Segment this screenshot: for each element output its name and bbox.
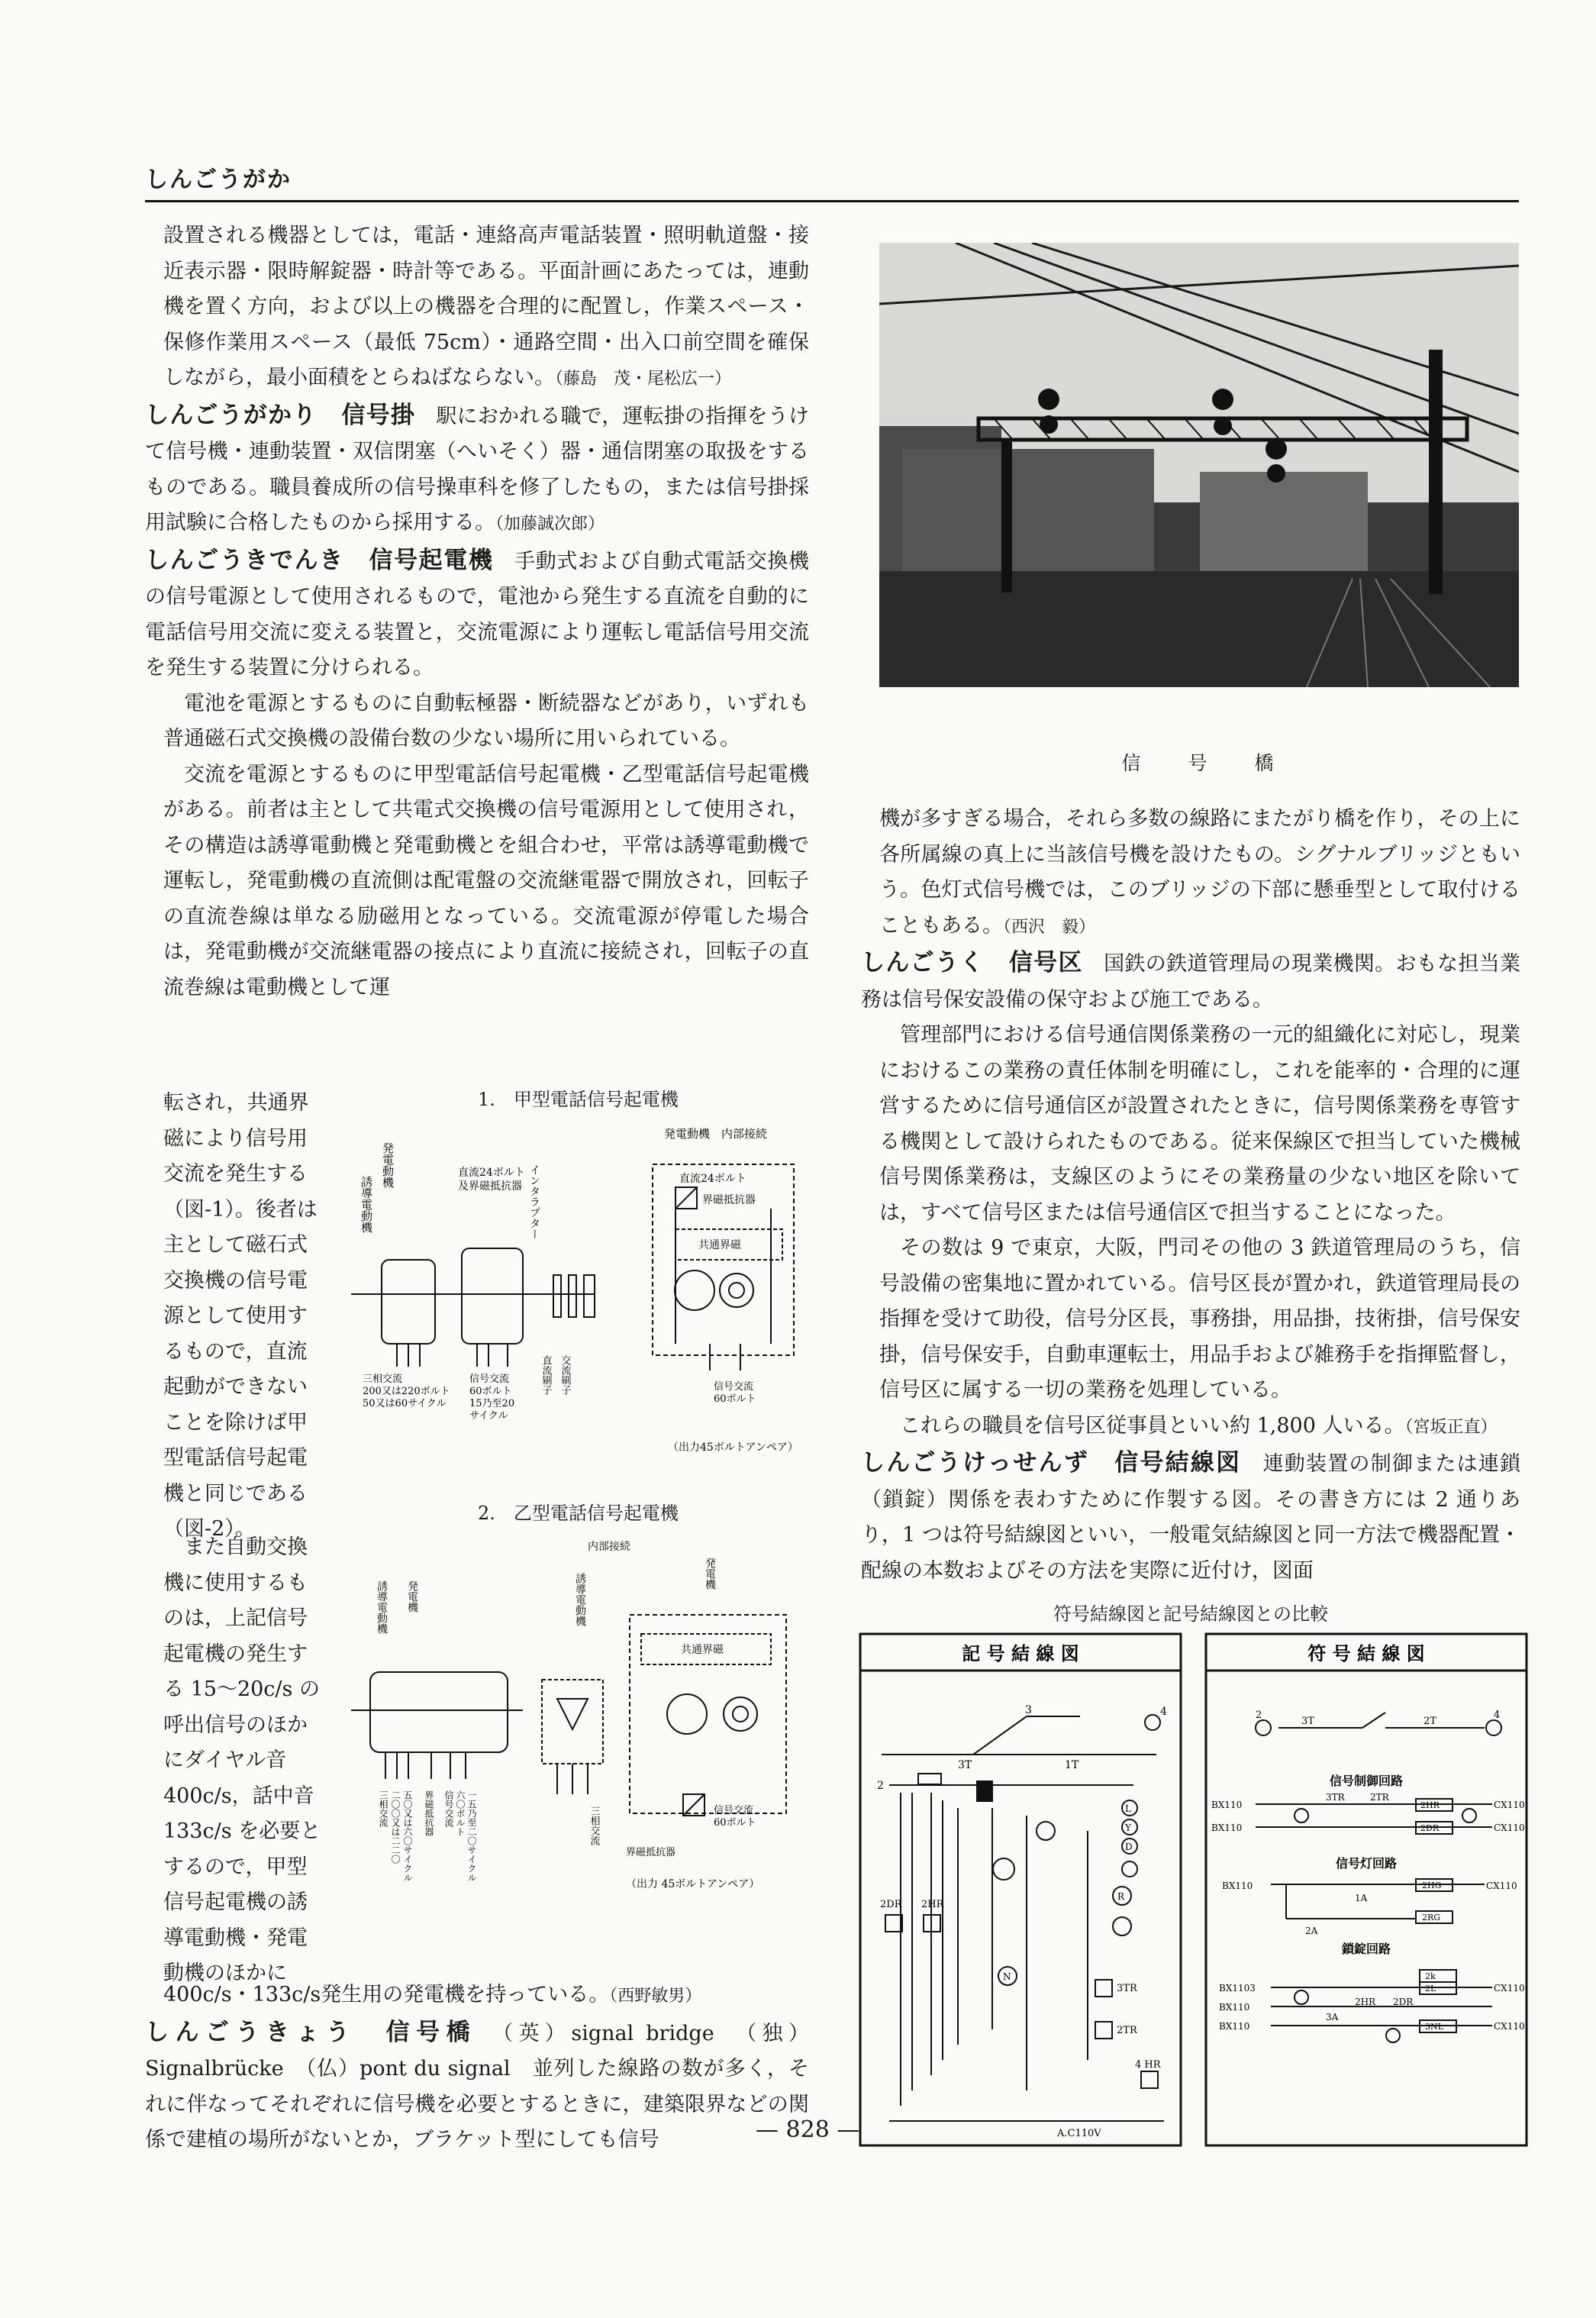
entry-body: 手動式および自動式電話交換機の信号電源として使用されるもので，電池から発生する直流を自動的に電話信号用交流に変える装置と，交流電源により運転し電話信号用交流を発生する装置に分けられる。 [145, 549, 810, 680]
photo-caption: 信 号 橋 [1121, 752, 1277, 774]
label-bx110-b: BX110 [1211, 1822, 1243, 1833]
author-credit: （西沢 毅） [1003, 917, 1096, 937]
entry-headword: しんごうきょう 信号橋 [145, 2018, 477, 2046]
entry-shingoukessenzu [861, 1445, 1520, 1589]
entry-headword: しんごうく 信号区 [861, 949, 1083, 977]
label-three-phase: 三相交流 [363, 1374, 403, 1385]
label-3nl: 3NL [1425, 2022, 1443, 2032]
wrapped-text-2 [163, 1530, 339, 1992]
label-m3tr: 3TR [1117, 1983, 1137, 1994]
entry-body: （英）signal bridge （独）Signalbrücke （仏）pont du signal 並列した線路の数が多く，それに伴なってそれぞれに信号機を必要とするときに，建築限界などの関係で建植の場所がないとか，ブラケット型にしても信号 [145, 2021, 810, 2152]
label-m2dr: 2DR [880, 1899, 902, 1910]
label-r3t: 3T [1301, 1716, 1314, 1727]
label-cD: D [1125, 1842, 1133, 1852]
label-output: （出力 45ボルトアンペア） [626, 1878, 760, 1890]
label-sig-ac: 信号交流 [443, 1790, 454, 1827]
left-column-text [145, 218, 810, 1006]
label-sig-ac-f: 15乃至20 [469, 1398, 515, 1409]
label-common: 共通界磁 [681, 1644, 724, 1656]
label-ac-brush: 交流刷子 [559, 1355, 571, 1395]
text-line: 133c/s を必要と [163, 1819, 321, 1843]
label-gen: 発電機 [406, 1580, 418, 1613]
author-credit: （加藤誠次郎） [495, 515, 605, 534]
text-line: （図-1）。後者は [163, 1197, 318, 1222]
label-sig-ac-f: 一五乃至二〇サイクル [466, 1790, 477, 1882]
label-cN: N [1003, 1971, 1011, 1982]
section-signal-light: 信号灯回路 [1335, 1856, 1398, 1871]
label-cx110-a: CX110 [1494, 1800, 1525, 1810]
paragraph [163, 1977, 809, 2015]
label-field-res: 界磁抵抗器 [424, 1790, 434, 1836]
text-line: するので，甲型 [163, 1855, 308, 1879]
label-gen2: 発電機 [704, 1558, 716, 1590]
label-inner: 発電動機 内部接続 [664, 1127, 768, 1141]
label-common: 共通界磁 [698, 1239, 741, 1251]
text-line: 機に使用するも [163, 1571, 308, 1595]
label-cL: L [1125, 1803, 1131, 1814]
text-line: 起動ができない [163, 1375, 308, 1399]
label-cY: Y [1125, 1822, 1131, 1833]
label-bx110-e: BX110 [1219, 2021, 1250, 2032]
label-three-phase-v: 二〇〇又は二二〇 [390, 1790, 401, 1864]
right-panel-title: 符 号 結 線 図 [1307, 1642, 1425, 1664]
entry-body: 連動装置の制御または連鎖（鎖錠）関係を表わすために作製する図。その書き方には 2 通りあり，1 つは符号結線図といい，一般電気結線図と同一方法で機器配置・配線の本数およびその方法を実際に近付け，図面 [861, 1452, 1521, 1583]
text-line: のは，上記信号 [163, 1606, 308, 1630]
text-line: 転され，共通界 [163, 1091, 309, 1115]
label-cR: R [1117, 1891, 1125, 1902]
label-2k: 2k [1425, 1971, 1436, 1981]
page-number: — 828 — [756, 2116, 860, 2143]
label-induct2: 誘導電動機 [574, 1573, 586, 1626]
label-cx110-d: CX110 [1494, 1983, 1525, 1994]
entry-body: 国鉄の鉄道管理局の現業機関。おもな担当業務は信号保安設備の保守および施工である。 [861, 952, 1521, 1012]
label-4: 4 [1160, 1706, 1167, 1718]
label-3a: 3A [1326, 2012, 1339, 2023]
label-field-res2: 界磁抵抗器 [626, 1847, 676, 1858]
paragraph-text: 設置される機器としては，電話・連絡高声電話装置・照明軌道盤・接近表示器・限時解錠器・時計等である。平面計画にあたっては，連動機を置く方向，および以上の機器を合理的に配置し，作業スペース・保修作業用スペース（最低 75cm）・通路空間・出入口前空間を確保しながら，最小面積をとらねばならない。 [163, 224, 809, 389]
label-bx110-c: BX110 [1222, 1881, 1253, 1891]
label-3: 3 [1025, 1704, 1032, 1716]
text-line: る 15～20c/s の [163, 1677, 320, 1701]
label-3t: 3T [958, 1759, 972, 1771]
entry-shingoukyou [145, 2015, 809, 2158]
label-interrupter: インタラプター [528, 1164, 540, 1239]
text-line: 導電動機・発電 [163, 1926, 308, 1950]
left-panel-frame [860, 1634, 1181, 2145]
paragraph [879, 1409, 1520, 1446]
label-bx110-d: BX110 [1219, 2002, 1250, 2013]
text-line: 呼出信号のほか [163, 1713, 308, 1737]
text-line: ことを除けば甲 [163, 1410, 308, 1435]
label-1t: 1T [1065, 1759, 1079, 1771]
section-signal-control: 信号制御回路 [1329, 1774, 1404, 1788]
label-dc24: 直流24ボルト [458, 1167, 525, 1179]
paragraph [879, 802, 1520, 945]
label-2hr: 2HR [1420, 1800, 1440, 1810]
label-m4hr: 4 HR [1135, 2059, 1161, 2071]
text-line: 400c/s，話中音 [163, 1784, 314, 1808]
label-m2tr: 2TR [1117, 2025, 1137, 2036]
text-line: にダイヤル音 [163, 1748, 287, 1772]
paragraph-text: これらの職員を信号区従事員といい約 1,800 人いる。 [900, 1413, 1405, 1438]
text-line: 型電話信号起電 [163, 1446, 308, 1470]
text-line: また自動交換 [184, 1535, 308, 1559]
running-header: しんごうがか [145, 166, 292, 193]
signal-bridge-photo [879, 243, 1519, 687]
machine-body [370, 1672, 508, 1752]
label-dc24b: 直流24ボルト [679, 1173, 746, 1185]
figure-1-title: 1. 甲型電話信号起電機 [478, 1089, 679, 1110]
text-line: 信号起電機の誘 [163, 1890, 308, 1914]
entry-headword: しんごうけっせんず 信号結線図 [861, 1449, 1242, 1477]
figure-2-diagram [351, 1535, 809, 1909]
label-field-res2: 界磁抵抗器 [702, 1194, 756, 1206]
generator-body [462, 1248, 523, 1344]
figure-1-diagram [351, 1122, 809, 1466]
label-three-phase2: 三相交流 [588, 1806, 600, 1845]
label-r2t: 2T [1424, 1716, 1436, 1727]
text-line: 源として使用す [163, 1304, 308, 1328]
text-line: （図-2）。 [163, 1517, 256, 1541]
figure-3-diagram [859, 1632, 1530, 2152]
right-column-text [861, 802, 1521, 1589]
label-2a: 2A [1305, 1926, 1318, 1936]
label-bx110-a: BX110 [1211, 1800, 1243, 1810]
left-panel-title: 記 号 結 線 図 [962, 1642, 1079, 1664]
header-rule [145, 200, 1519, 202]
text-line: 磁により信号用 [163, 1126, 308, 1151]
label-dc-brush: 直流刷子 [540, 1355, 552, 1395]
text-line: 交流を発生する [163, 1162, 308, 1186]
left-column-bottom [145, 1977, 810, 2158]
label-cx110-b: CX110 [1494, 1822, 1525, 1833]
author-credit: （西野敏男） [609, 1987, 702, 2006]
label-2dr: 2DR [1420, 1823, 1440, 1833]
label-out-ac-v: 60ボルト [714, 1817, 756, 1829]
author-credit: （藤島 茂・尾松広一） [555, 370, 732, 389]
text-line: 主として磁石式 [163, 1233, 308, 1257]
label-sig-ac: 信号交流 [469, 1374, 510, 1385]
label-2rg: 2RG [1422, 1913, 1441, 1923]
figure-2-title: 2. 乙型電話信号起電機 [478, 1503, 679, 1524]
paragraph [163, 218, 809, 398]
label-three-phase-f: 50又は60サイクル [363, 1398, 447, 1409]
right-panel-frame [1206, 1634, 1527, 2145]
label-r4: 4 [1494, 1709, 1501, 1721]
figure-3-title: 符号結線図と記号結線図との比較 [1053, 1603, 1328, 1625]
label-2hg: 2HG [1422, 1881, 1442, 1890]
label-gen: 発電動機 [381, 1142, 395, 1188]
label-2tr: 2TR [1370, 1792, 1389, 1803]
entry-shingouku [861, 945, 1520, 1018]
label-induct: 誘導電動機 [376, 1580, 388, 1634]
paragraph-text: 400c/s・133c/s発生用の発電機を持っている。 [163, 1983, 610, 2006]
label-three-phase-v: 200又は220ボルト [363, 1386, 450, 1397]
label-m2hr: 2HR [921, 1899, 944, 1910]
entry-headword: しんごうがかり 信号掛 [145, 401, 416, 429]
paragraph: 交流を電源とするものに甲型電話信号起電機・乙型電話信号起電機がある。前者は主として共電式交換機の信号電源用として使用され，その構造は誘導電動機と発電動機とを組合わせ，平常は誘導電動機で運転し，発電動機の直流側は配電盤の交流継電器で開放され，回転子の直流巻線は単なる励磁用となっている。交流電源が停電した場合は，発電動機が交流継電器の接点により直流に接続され，回転子の直流巻線は電動機として運 [163, 762, 809, 999]
label-field-res: 及界磁抵抗器 [458, 1180, 522, 1193]
label-2: 2 [877, 1780, 884, 1792]
entry-headword: しんごうきでんき 信号起電機 [145, 546, 494, 574]
label-out-ac: 信号交流 [714, 1381, 754, 1393]
text-line: るもので，直流 [163, 1339, 308, 1364]
label-sig-ac-v: 60ボルト [469, 1386, 512, 1397]
label-cx110-c: CX110 [1486, 1881, 1517, 1891]
author-credit: （宮坂正直） [1404, 1417, 1498, 1437]
label-three-phase-f: 五〇又は六〇サイクル [402, 1790, 413, 1882]
paragraph: その数は 9 で東京，大阪，門司その他の 3 鉄道管理局のうち，信号設備の密集地に置かれている。信号区長が置かれ，鉄道管理局長の指揮を受けて助役，信号分区長，事務掛，用品掛，技術掛，信号保安掛，信号保安手，自動車運転士，用品手および雑務手を指揮監督し，信号区に属する一切の業務を処理している。 [879, 1236, 1520, 1402]
label-3tr: 3TR [1326, 1792, 1345, 1803]
paragraph: 管理部門における信号通信関係業務の一元的組織化に対応し，現業におけるこの業務の責任体制を明確にし，これを能率的・合理的に運営するために信号通信区が設置されたときに，信号関係業務を専管する機関として設けられたものである。従来保線区で担当していた機械信号関係業務は，支線区のようにその業務量の少ない地区を除いては，すべて信号区または信号通信区で担当することになった。 [879, 1023, 1520, 1225]
label-2l: 2L [1425, 1984, 1436, 1994]
label-bx1103: BX1103 [1219, 1983, 1256, 1994]
text-line: 機と同じである [163, 1481, 308, 1506]
label-out-ac-v: 60ボルト [714, 1393, 756, 1405]
text-line: 動機のほかに [163, 1961, 287, 1985]
entry-body: 駅におかれる職で，運転掛の指揮をうけて信号機・連動装置・双信閉塞（へいそく）器・通信閉塞の取扱をするものである。職員養成所の信号操車科を修了したもの，または信号掛採用試験に合格したものから採用する。 [145, 404, 810, 534]
text-line: 交換機の信号電 [163, 1268, 308, 1293]
paragraph: 電池を電源とするものに自動転極器・断続器などがあり，いずれも普通磁石式交換機の設備台数の少ない場所に用いられている。 [163, 691, 809, 751]
wrapped-text-1 [163, 1086, 339, 1548]
label-ac: A.C110V [1057, 2128, 1101, 2139]
label-2dr-b: 2DR [1393, 1997, 1414, 2007]
text-line: 起電機の発生す [163, 1642, 308, 1666]
label-r2: 2 [1256, 1709, 1262, 1721]
label-sig-ac-c: サイクル [469, 1410, 508, 1422]
label-out-ac: 信号交流 [714, 1805, 754, 1816]
label-inner: 内部接続 [588, 1541, 630, 1553]
label-cx110-e: CX110 [1494, 2021, 1525, 2032]
entry-shingoukidenki [145, 543, 809, 686]
label-three-phase: 三相交流 [378, 1790, 389, 1827]
label-output: （出力45ボルトアンペア） [668, 1441, 798, 1454]
label-2hr-b: 2HR [1355, 1997, 1376, 2007]
paragraph-text: 機が多すぎる場合，それら多数の線路にまたがり橋を作り，その上に各所属線の真上に当該信号機を設けたもの。シグナルブリッジともいう。色灯式信号機では，このブリッジの下部に懸垂型として取付けることもある。 [879, 807, 1520, 938]
label-induct: 誘導電動機 [360, 1176, 373, 1233]
photo-illustration [879, 243, 1519, 687]
label-1a: 1A [1355, 1893, 1368, 1903]
entry-shingougakari [145, 398, 809, 543]
label-sig-ac-v: 六〇ボルト [455, 1790, 466, 1836]
section-locking: 鎖錠回路 [1341, 1942, 1391, 1956]
motor-body [382, 1260, 435, 1344]
